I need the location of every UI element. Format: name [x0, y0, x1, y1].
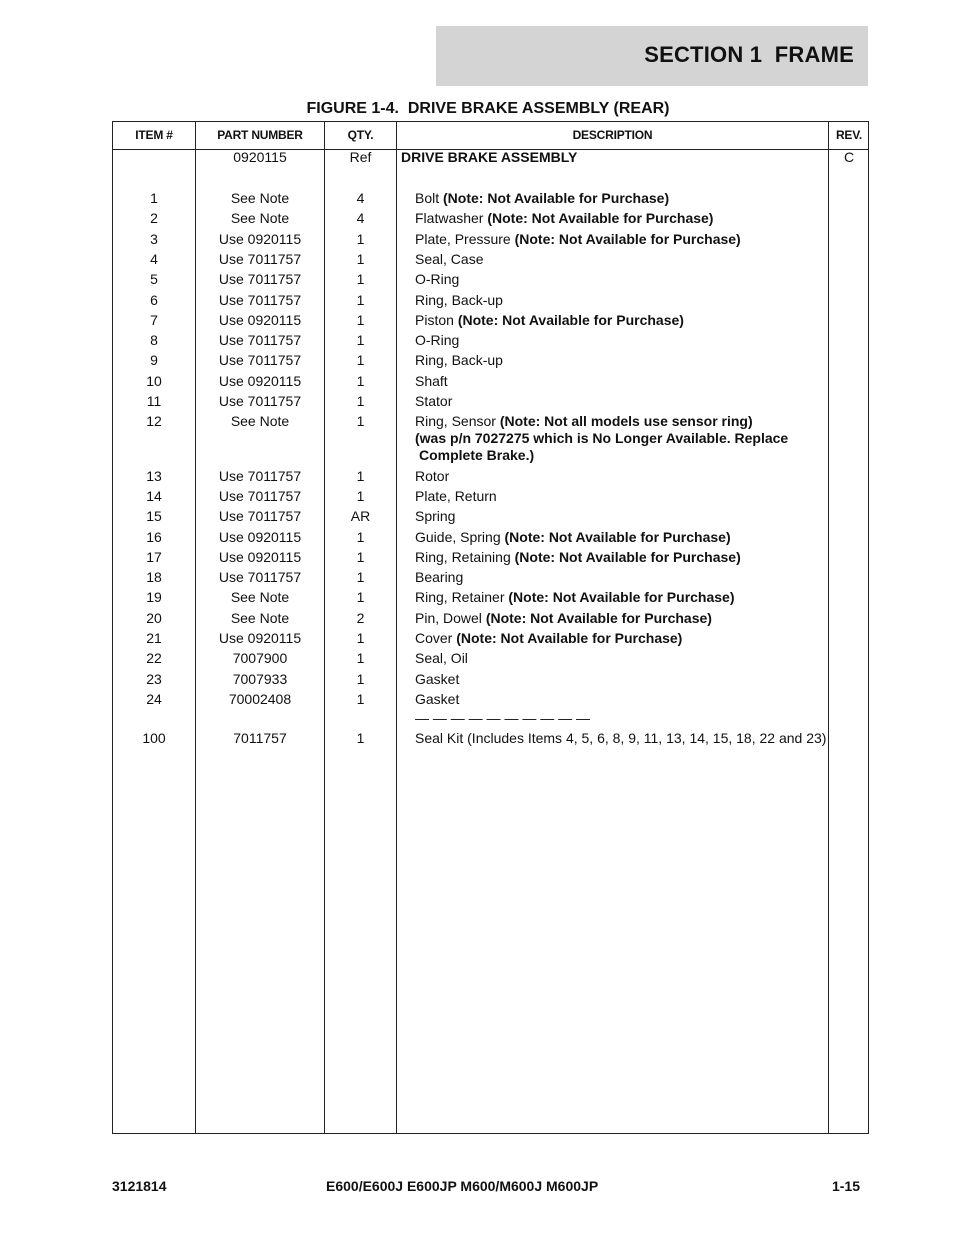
quantity: 1 [356, 271, 365, 288]
description [415, 468, 835, 485]
description [415, 312, 835, 329]
description [415, 610, 835, 627]
purchase-note: (Note: Not Available for Purchase) [443, 190, 670, 206]
item-number: 10 [146, 372, 162, 389]
part-number: Use 0920115 [218, 372, 302, 389]
description-continuation: (was p/n 7027275 which is No Longer Available. Replace [415, 430, 789, 447]
purchase-note: (Note: Not Available for Purchase) [457, 311, 684, 328]
part-number: Use 0920115 [218, 311, 302, 328]
description-text: Gasket [415, 670, 460, 687]
item-number: 19 [146, 589, 162, 606]
description [415, 231, 835, 248]
description [415, 569, 835, 586]
header-part-number: PART NUMBER [217, 128, 303, 142]
part-number: Use 7011757 [218, 487, 302, 504]
description-text: Plate, Return [415, 487, 497, 504]
description-text: O-Ring [415, 332, 460, 349]
part-number: See Note [230, 609, 290, 626]
quantity: 1 [356, 352, 365, 369]
item-number: 15 [146, 508, 162, 525]
description [415, 332, 835, 349]
part-number: Use 7011757 [218, 271, 302, 288]
item-number: 23 [146, 670, 162, 687]
part-number: Use 7011757 [218, 393, 302, 409]
purchase-note: (Note: Not Available for Purchase) [456, 630, 683, 646]
description-text: Stator [415, 393, 453, 409]
description [415, 210, 835, 227]
description-text: Ring, Back-up [415, 291, 503, 308]
part-number: See Note [230, 190, 290, 206]
assembly-qty: Ref [349, 149, 372, 165]
description-text: Pin, Dowel [415, 609, 486, 626]
part-number: 70002408 [228, 690, 292, 707]
part-number: Use 0920115 [218, 548, 302, 565]
column-divider [396, 122, 397, 1133]
footer-page-number: 1-15 [831, 1178, 860, 1194]
description-text: Gasket [415, 690, 460, 707]
quantity: 1 [356, 569, 365, 586]
quantity: 1 [356, 589, 365, 606]
quantity: 4 [356, 190, 365, 206]
assembly-part-number: 0920115 [233, 149, 287, 165]
description-text: Ring, Retaining [415, 548, 515, 565]
description-text: Ring, Sensor [415, 413, 500, 430]
kit-item-number: 100 [142, 730, 166, 746]
part-number: Use 0920115 [218, 528, 302, 545]
purchase-note: (Note: Not Available for Purchase) [514, 230, 741, 247]
part-number: Use 7011757 [218, 291, 302, 308]
parts-table [112, 121, 869, 1134]
quantity: 1 [356, 690, 365, 707]
description-text: Piston [415, 311, 458, 328]
description [415, 488, 835, 505]
description-text: Rotor [415, 467, 450, 484]
part-number: Use 7011757 [218, 352, 302, 369]
quantity: 1 [356, 670, 365, 687]
quantity: 1 [356, 311, 365, 328]
quantity: 1 [356, 413, 365, 430]
footer-doc-number: 3121814 [112, 1178, 167, 1194]
figure-title: FIGURE 1-4. DRIVE BRAKE ASSEMBLY (REAR) [306, 100, 670, 117]
item-number: 12 [146, 413, 162, 430]
quantity: 1 [356, 548, 365, 565]
description-text: Plate, Pressure [415, 230, 515, 247]
purchase-note: (Note: Not Available for Purchase) [487, 210, 714, 227]
purchase-note: (Note: Not Available for Purchase) [485, 609, 712, 626]
description [415, 292, 835, 309]
description-text: Guide, Spring [415, 528, 505, 545]
kit-description: Seal Kit (Includes Items 4, 5, 6, 8, 9, 11, 13, 14, 15, 18, 22 and 23) [415, 730, 827, 746]
description [415, 630, 835, 647]
kit-part-number: 7011757 [233, 730, 287, 746]
description [415, 373, 835, 390]
description [415, 589, 835, 606]
assembly-rev: C [843, 149, 855, 165]
description-text: O-Ring [415, 271, 460, 288]
item-number: 14 [146, 487, 162, 504]
kit-qty: 1 [356, 730, 365, 746]
item-number: 8 [150, 332, 158, 349]
description [415, 190, 835, 207]
part-number: Use 0920115 [218, 630, 302, 646]
description-text: Ring, Back-up [415, 352, 503, 369]
purchase-note: (Note: Not all models use sensor ring) [499, 413, 753, 430]
item-number: 2 [150, 210, 158, 227]
item-number: 21 [146, 630, 162, 646]
header-qty: QTY. [347, 128, 374, 142]
description [415, 271, 835, 288]
quantity: 1 [356, 487, 365, 504]
description [415, 251, 835, 268]
item-number: 4 [150, 250, 158, 267]
header-item: ITEM # [135, 128, 173, 142]
part-number: Use 0920115 [218, 230, 302, 247]
description-text: Bolt [415, 190, 444, 206]
description [415, 691, 835, 708]
header-rev: REV. [835, 128, 863, 142]
item-number: 9 [150, 352, 158, 369]
quantity: 1 [356, 230, 365, 247]
part-number: Use 7011757 [218, 467, 302, 484]
quantity: AR [350, 508, 371, 525]
description-text: Spring [415, 508, 456, 525]
item-number: 6 [150, 291, 158, 308]
purchase-note: (Note: Not Available for Purchase) [504, 528, 731, 545]
description-text: Seal, Case [415, 250, 484, 267]
quantity: 1 [356, 528, 365, 545]
description [415, 352, 835, 369]
footer-models: E600/E600J E600JP M600/M600J M600JP [326, 1178, 599, 1194]
quantity: 1 [356, 630, 365, 646]
description-text: Seal, Oil [415, 650, 468, 667]
quantity: 1 [356, 250, 365, 267]
separator-dashes: — — — — — — — — — — [415, 710, 591, 726]
item-number: 13 [146, 467, 162, 484]
purchase-note: (Note: Not Available for Purchase) [508, 589, 735, 606]
header-description: DESCRIPTION [572, 128, 653, 142]
description-text: Ring, Retainer [415, 589, 509, 606]
item-number: 17 [146, 548, 162, 565]
description-continuation: Complete Brake.) [419, 447, 535, 464]
section-banner [436, 26, 868, 86]
description [415, 671, 835, 688]
item-number: 16 [146, 528, 162, 545]
item-number: 20 [146, 609, 162, 626]
item-number: 24 [146, 690, 162, 707]
description-text: Shaft [415, 372, 448, 389]
description-text: Flatwasher [415, 210, 488, 227]
part-number: Use 7011757 [218, 508, 302, 525]
part-number: Use 7011757 [218, 569, 302, 586]
description [415, 508, 835, 525]
item-number: 22 [146, 650, 162, 667]
item-number: 3 [150, 230, 158, 247]
description [415, 529, 835, 546]
item-number: 11 [146, 393, 162, 409]
quantity: 1 [356, 332, 365, 349]
section-title: SECTION 1 FRAME [644, 42, 854, 67]
part-number: See Note [230, 589, 290, 606]
item-number: 18 [146, 569, 162, 586]
quantity: 1 [356, 393, 365, 409]
part-number: Use 7011757 [218, 250, 302, 267]
part-number: Use 7011757 [218, 332, 302, 349]
item-number: 5 [150, 271, 158, 288]
item-number: 1 [150, 190, 158, 206]
description [415, 549, 835, 566]
part-number: 7007900 [232, 650, 288, 667]
quantity: 1 [356, 467, 365, 484]
item-number: 7 [150, 311, 158, 328]
quantity: 4 [356, 210, 365, 227]
description [415, 650, 835, 667]
part-number: See Note [230, 210, 290, 227]
quantity: 1 [356, 372, 365, 389]
part-number: 7007933 [232, 670, 288, 687]
description-text: Cover [415, 630, 457, 646]
description [415, 393, 835, 410]
purchase-note: (Note: Not Available for Purchase) [514, 548, 741, 565]
description-text: Bearing [415, 569, 464, 586]
description [415, 413, 835, 464]
part-number: See Note [230, 413, 290, 430]
quantity: 2 [356, 609, 365, 626]
quantity: 1 [356, 291, 365, 308]
assembly-description: DRIVE BRAKE ASSEMBLY [401, 149, 578, 165]
quantity: 1 [356, 650, 365, 667]
